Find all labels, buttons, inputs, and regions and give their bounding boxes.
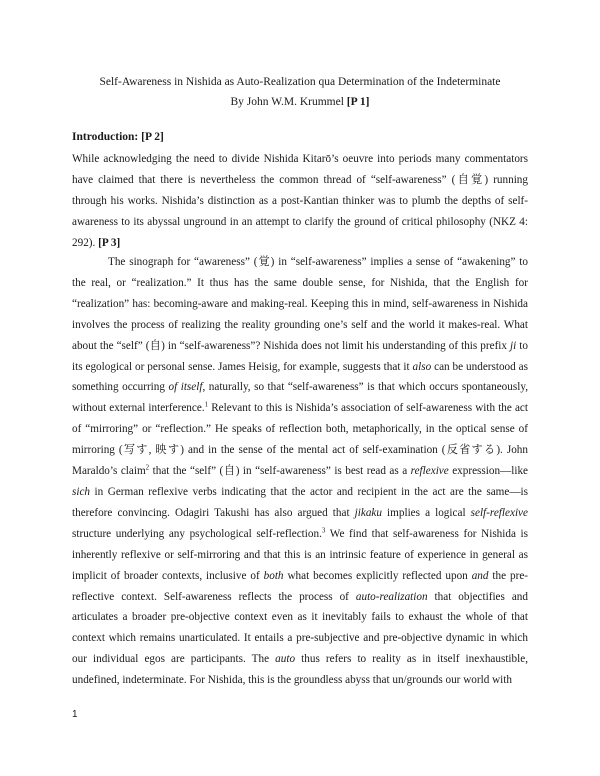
- paragraph-2: [72, 252, 528, 691]
- italic-term: of itself: [168, 381, 203, 394]
- text-run: that objectifies and articulates a broader pre-objective context even as it inevitably fails to exhaust the whole of that context which remains unarticulated. It entails a pre-subjective and pre-objective dynamic in which our individual egos are participants. The: [72, 590, 528, 666]
- page-marker: [P 1]: [346, 96, 370, 108]
- italic-term: jikaku: [354, 506, 382, 519]
- text-run: can be understood as something occurring: [72, 360, 528, 394]
- italic-term: self-reflexive: [470, 506, 528, 519]
- section-heading: Introduction: [P 2]: [72, 131, 164, 143]
- author-line: [0, 92, 600, 112]
- text-run: expression—like: [448, 465, 529, 478]
- paper-title: Self-Awareness in Nishida as Auto-Realization qua Determination of the Indeterminate: [99, 76, 501, 88]
- author-name: By John W.M. Krummel: [230, 96, 347, 108]
- italic-term: ji: [510, 339, 517, 352]
- italic-term: and: [471, 569, 489, 582]
- text-run: in German reflexive verbs indicating that the actor and recipient in the act are the same—is therefore convincing. Odagiri Takushi has also argued that: [72, 485, 528, 519]
- text-run: the pre-reflective context. Self-awareness reflects the process of: [72, 569, 529, 603]
- paragraph-1-text: While acknowledging the need to divide Nishida Kitarō’s oeuvre into periods many commentators have claimed that there is nevertheless the common thread of “self-awareness” (自覚) running through his works. Nishida’s distinction as a post-Kantian thinker was to plumb the depths of self-awareness to its abyssal unground in an attempt to clarify the ground of critical philosophy (NKZ 4: 292).: [72, 153, 528, 249]
- italic-term: both: [263, 569, 284, 582]
- text-run: Relevant to this is Nishida’s association of self-awareness with the act of “mirroring” or “reflection.” He speaks of reflection both, metaphorically, in the optical sense of mirroring (写す, 映す) and in the sense of the mental act of self-examination (反省する). John Maraldo’s claim: [72, 402, 528, 478]
- text-run: The sinograph for “awareness” (覚) in “self-awareness” implies a sense of “awakening” to the real, or “realization.” It thus has the same double sense, for Nishida, that the English for “realization” has: becoming-aware and making-real. Keeping this in mind, self-awareness in Nishida involves the process of realizing the reality grounding one’s self and the world it makes-real. What about the “self” (自) in “self-awareness”? Nishida does not limit his understanding of this prefix: [72, 256, 528, 352]
- italic-term: reflexive: [410, 465, 449, 478]
- text-run: structure underlying any psychological self-reflection.: [72, 527, 322, 540]
- italic-term: also: [412, 360, 432, 373]
- text-run: thus refers to reality as in itself inexhaustible, undefined, indeterminate. For Nishida, this is the groundless abyss that un/grounds our world with: [72, 653, 529, 687]
- paper-header: [0, 72, 600, 112]
- footnote-marker[interactable]: 2: [145, 463, 150, 472]
- page-marker: [P 3]: [98, 236, 121, 249]
- italic-term: auto-realization: [355, 590, 428, 603]
- footnote-marker[interactable]: 3: [321, 526, 326, 535]
- italic-term: auto: [275, 653, 296, 666]
- text-run: We find that self-awareness for Nishida is inherently reflexive or self-mirroring and that this is an intrinsic feature of experience in general as implicit of broader contexts, inclusive of: [72, 527, 528, 582]
- italic-term: sich: [72, 485, 91, 498]
- page-number: 1: [72, 709, 78, 720]
- text-run: , naturally, so that “self-awareness” is that which occurs spontaneously, without external interference.: [72, 381, 528, 415]
- text-run: implies a logical: [381, 506, 471, 519]
- paragraph-1: [72, 149, 528, 254]
- text-run: that the “self” (自) in “self-awareness” is best read as a: [149, 465, 411, 478]
- text-run: to its egological or personal sense. James Heisig, for example, suggests that it: [72, 339, 529, 373]
- text-run: what becomes explicitly reflected upon: [283, 569, 472, 582]
- footnote-marker[interactable]: 1: [204, 400, 209, 409]
